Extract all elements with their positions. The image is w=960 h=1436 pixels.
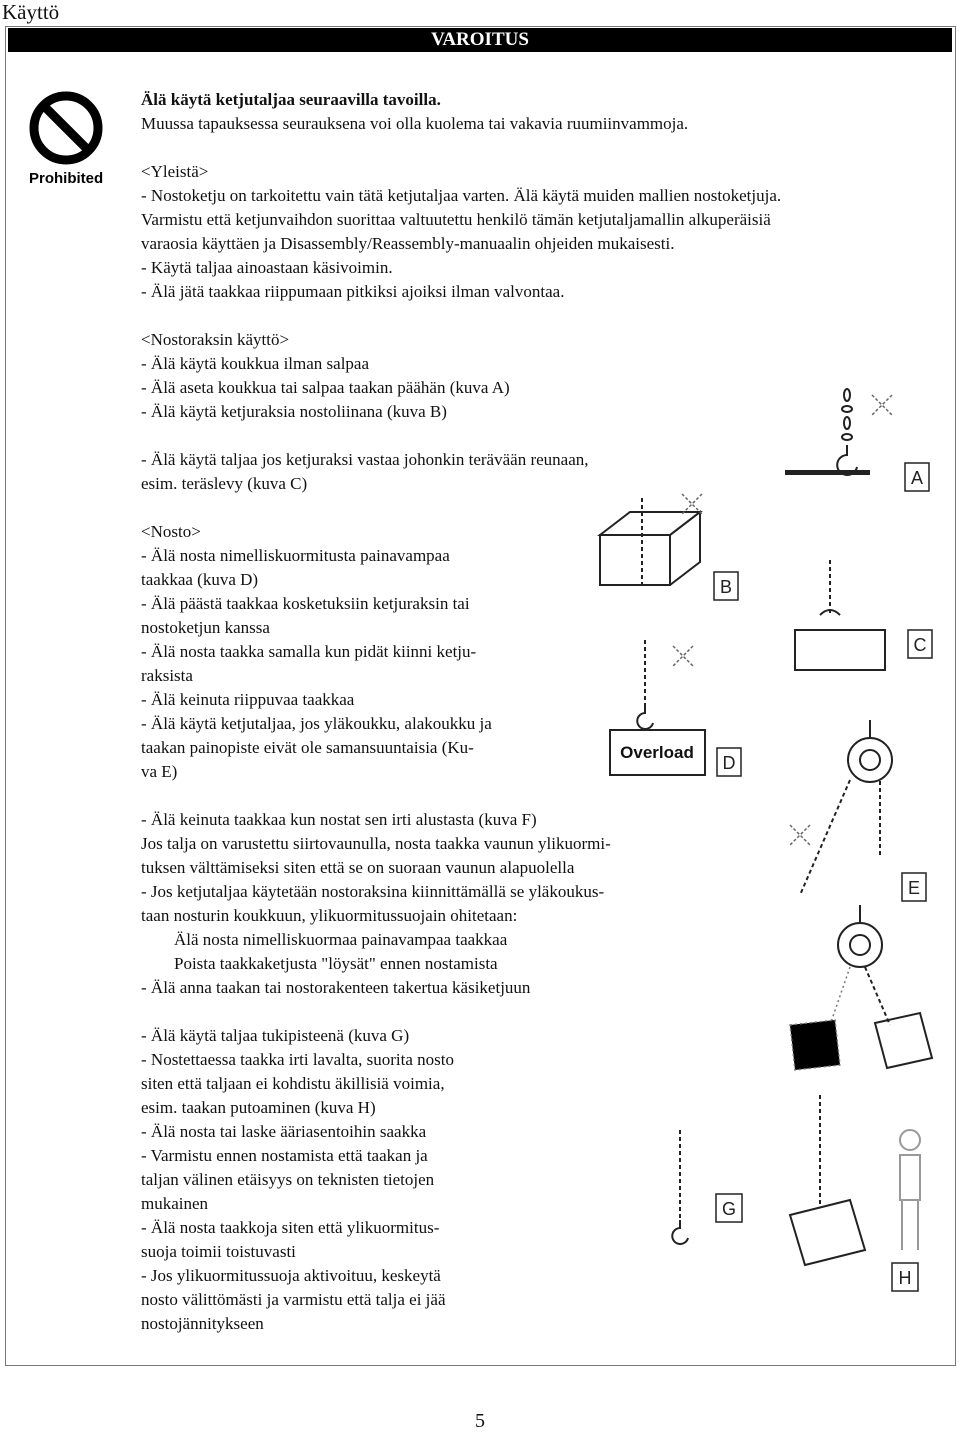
text-line-indented: Älä nosta nimelliskuormaa painavampaa taakkaa <box>174 930 508 949</box>
figure-label-b: B <box>719 577 733 597</box>
text-line: - Älä päästä taakkaa kosketuksiin ketjuraksin tai <box>141 594 470 613</box>
text-line-indented: Poista taakkaketjusta "löysät" ennen nostamista <box>174 954 498 973</box>
text-line: - Älä nosta taakka samalla kun pidät kiinni ketju- <box>141 642 477 661</box>
figure-b <box>590 490 750 610</box>
text-line: nostojännitykseen <box>141 1314 264 1333</box>
text-line: - Varmistu ennen nostamista että taakan ja <box>141 1146 428 1165</box>
text-line: - Älä keinuta riippuvaa taakkaa <box>141 690 355 709</box>
figure-label-d: D <box>722 753 736 773</box>
text-line: taakan painopiste eivät ole samansuuntaisia (Ku- <box>141 738 474 757</box>
text-line: - Käytä taljaa ainoastaan käsivoimin. <box>141 258 393 277</box>
figure-c <box>790 560 940 680</box>
figure-label-e: E <box>907 878 921 898</box>
text-line: va E) <box>141 762 178 781</box>
text-line: tuksen välttämiseksi siten että se on suoraan vaunun alapuolella <box>141 858 575 877</box>
text-line: Jos talja on varustettu siirtovaunulla, nosta taakka vaunun ylikuormi- <box>141 834 611 853</box>
subheading-sling-use: <Nostoraksin käyttö> <box>141 330 290 349</box>
text-line: - Jos ylikuormitussuoja aktivoituu, keskeytä <box>141 1266 441 1285</box>
text-line: - Älä keinuta taakkaa kun nostat sen irti alustasta (kuva F) <box>141 810 537 829</box>
overload-label: Overload <box>620 743 694 762</box>
page-number: 5 <box>475 1410 485 1432</box>
text-line: nostoketjun kanssa <box>141 618 270 637</box>
prohibited-label: Prohibited <box>29 170 104 187</box>
warning-heading: Älä käytä ketjutaljaa seuraavilla tavoilla. <box>141 90 441 109</box>
text-line: - Älä käytä ketjutaljaa, jos yläkoukku, alakoukku ja <box>141 714 492 733</box>
subheading-general: <Yleistä> <box>141 162 209 181</box>
text-line: - Nostettaessa taakka irti lavalta, suorita nosto <box>141 1050 454 1069</box>
text-line: siten että taljaan ei kohdistu äkillisiä voimia, <box>141 1074 445 1093</box>
text-line: - Älä nosta nimelliskuormitusta painavampaa <box>141 546 450 565</box>
text-line: taljan välinen etäisyys on teknisten tietojen <box>141 1170 435 1189</box>
text-line: Varmistu että ketjunvaihdon suorittaa valtuutettu henkilö tämän ketjutaljamallin alkuperäisiä <box>141 210 771 229</box>
figure-label-a: A <box>910 468 924 488</box>
text-line: - Älä käytä taljaa jos ketjuraksi vastaa johonkin terävään reunaan, <box>141 450 589 469</box>
text-line: nosto välittömästi ja varmistu että talja ei jää <box>141 1290 446 1309</box>
text-line: mukainen <box>141 1194 209 1213</box>
text-line: - Älä nosta taakkoja siten että ylikuormitus- <box>141 1218 440 1237</box>
text-line: taakkaa (kuva D) <box>141 570 259 589</box>
text-line: esim. teräslevy (kuva C) <box>141 474 308 493</box>
text-line: taan nosturin koukkuun, ylikuormitussuojain ohitetaan: <box>141 906 518 925</box>
warning-consequence: Muussa tapauksessa seurauksena voi olla kuolema tai vakavia ruumiinvammoja. <box>141 114 689 133</box>
figure-d <box>605 640 755 780</box>
section-title: Käyttö <box>2 0 60 24</box>
text-line: - Nostoketju on tarkoitettu vain tätä ketjutaljaa varten. Älä käytä muiden mallien nostoketjuja. <box>141 186 782 205</box>
figure-g <box>660 1130 770 1260</box>
text-line: raksista <box>141 666 193 685</box>
figure-e <box>780 715 940 905</box>
text-line: - Älä käytä taljaa tukipisteenä (kuva G) <box>141 1026 410 1045</box>
text-line: varaosia käyttäen ja Disassembly/Reassembly-manuaalin ohjeiden mukaisesti. <box>141 234 675 253</box>
figure-f <box>780 905 940 1095</box>
text-line: - Älä anna taakan tai nostorakenteen takertua käsiketjuun <box>141 978 531 997</box>
warning-banner: VAROITUS <box>8 28 952 52</box>
subheading-lifting: <Nosto> <box>141 522 201 541</box>
figure-label-g: G <box>721 1199 737 1219</box>
text-line: - Älä käytä ketjuraksia nostoliinana (kuva B) <box>141 402 447 421</box>
figure-h <box>780 1095 940 1295</box>
text-line: suoja toimii toistuvasti <box>141 1242 296 1261</box>
text-line: - Jos ketjutaljaa käytetään nostoraksina kiinnittämällä se yläkoukus- <box>141 882 605 901</box>
figure-label-c: C <box>913 635 927 655</box>
figure-a <box>780 385 940 500</box>
text-line: esim. taakan putoaminen (kuva H) <box>141 1098 376 1117</box>
text-line: - Älä nosta tai laske ääriasentoihin saakka <box>141 1122 427 1141</box>
text-line: - Älä aseta koukkua tai salpaa taakan päähän (kuva A) <box>141 378 510 397</box>
text-line: - Älä käytä koukkua ilman salpaa <box>141 354 370 373</box>
prohibited-icon <box>26 88 118 188</box>
text-line: - Älä jätä taakkaa riippumaan pitkiksi ajoiksi ilman valvontaa. <box>141 282 565 301</box>
figure-label-h: H <box>898 1268 912 1288</box>
